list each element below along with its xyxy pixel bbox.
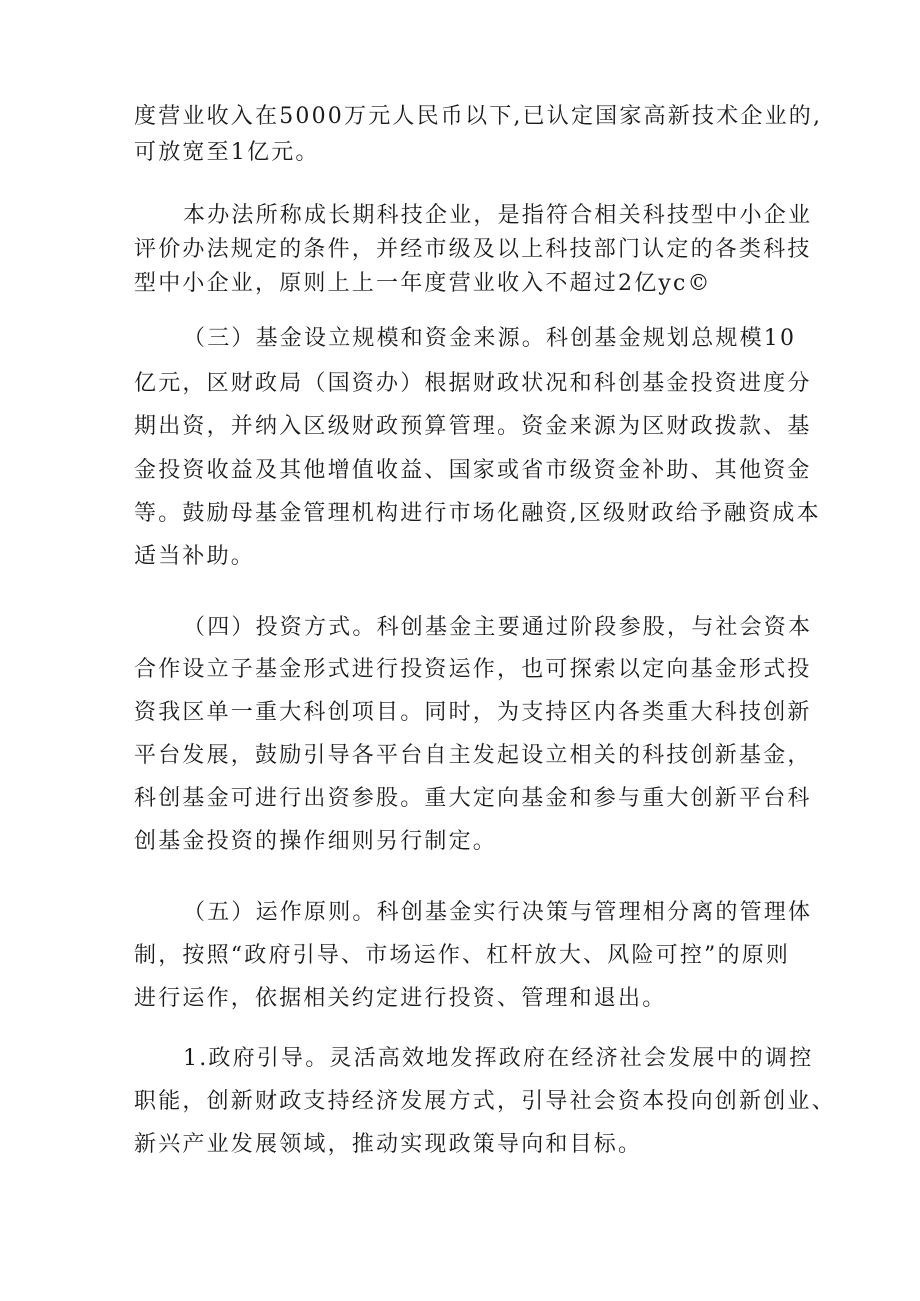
text-line: 科创基金可进行出资参股。重大定向基金和参与重大创新平台科 <box>134 786 812 811</box>
text-line: 职能，创新财政支持经济发展方式，引导社会资本投向创新创业、 <box>134 1089 836 1114</box>
text-line: 型中小企业，原则上上一年度营业收入不超过2亿yc© <box>134 271 712 296</box>
text-line: 资我区单一重大科创项目。同时，为支持区内各类重大科技创新 <box>134 700 812 725</box>
text-line: 度营业收入在5000万元人民币以下,已认定国家高新技术企业的, <box>134 104 823 129</box>
text-line: 进行运作，依据相关约定进行投资、管理和退出。 <box>134 986 667 1011</box>
text-line: 适当补助。 <box>134 544 256 569</box>
text-line: 制，按照“政府引导、市场运作、杠杆放大、风险可控”的原则 <box>134 943 791 968</box>
text-line: 本办法所称成长期科技企业，是指符合相关科技型中小企业 <box>183 203 813 228</box>
text-line: 合作设立子基金形式进行投资运作，也可探索以定向基金形式投 <box>134 657 812 682</box>
text-line: （五）运作原则。科创基金实行决策与管理相分离的管理体 <box>183 900 813 925</box>
text-line: 创基金投资的操作细则另行制定。 <box>134 829 498 854</box>
text-line: 新兴产业发展领域，推动实现政策导向和目标。 <box>134 1132 643 1157</box>
text-line: 1.政府引导。灵活高效地发挥政府在经济社会发展中的调控 <box>183 1046 814 1071</box>
text-line: 金投资收益及其他增值收益、国家或省市级资金补助、其他资金 <box>134 458 812 483</box>
text-line: （四）投资方式。科创基金主要通过阶段参股，与社会资本 <box>183 615 813 640</box>
text-line: 亿元，区财政局（国资办）根据财政状况和科创基金投资进度分 <box>134 371 812 396</box>
text-line: 评价办法规定的条件，并经市级及以上科技部门认定的各类科技 <box>134 237 812 262</box>
text-line: 等。鼓励母基金管理机构进行市场化融资,区级财政给予融资成本 <box>134 501 821 526</box>
text-line: （三）基金设立规模和资金来源。科创基金规划总规模10 <box>183 326 797 351</box>
text-line: 期出资，并纳入区级财政预算管理。资金来源为区财政拨款、基 <box>134 414 812 439</box>
text-line: 可放宽至1亿元。 <box>134 140 320 165</box>
text-line: 平台发展，鼓励引导各平台自主发起设立相关的科技创新基金， <box>134 743 812 768</box>
